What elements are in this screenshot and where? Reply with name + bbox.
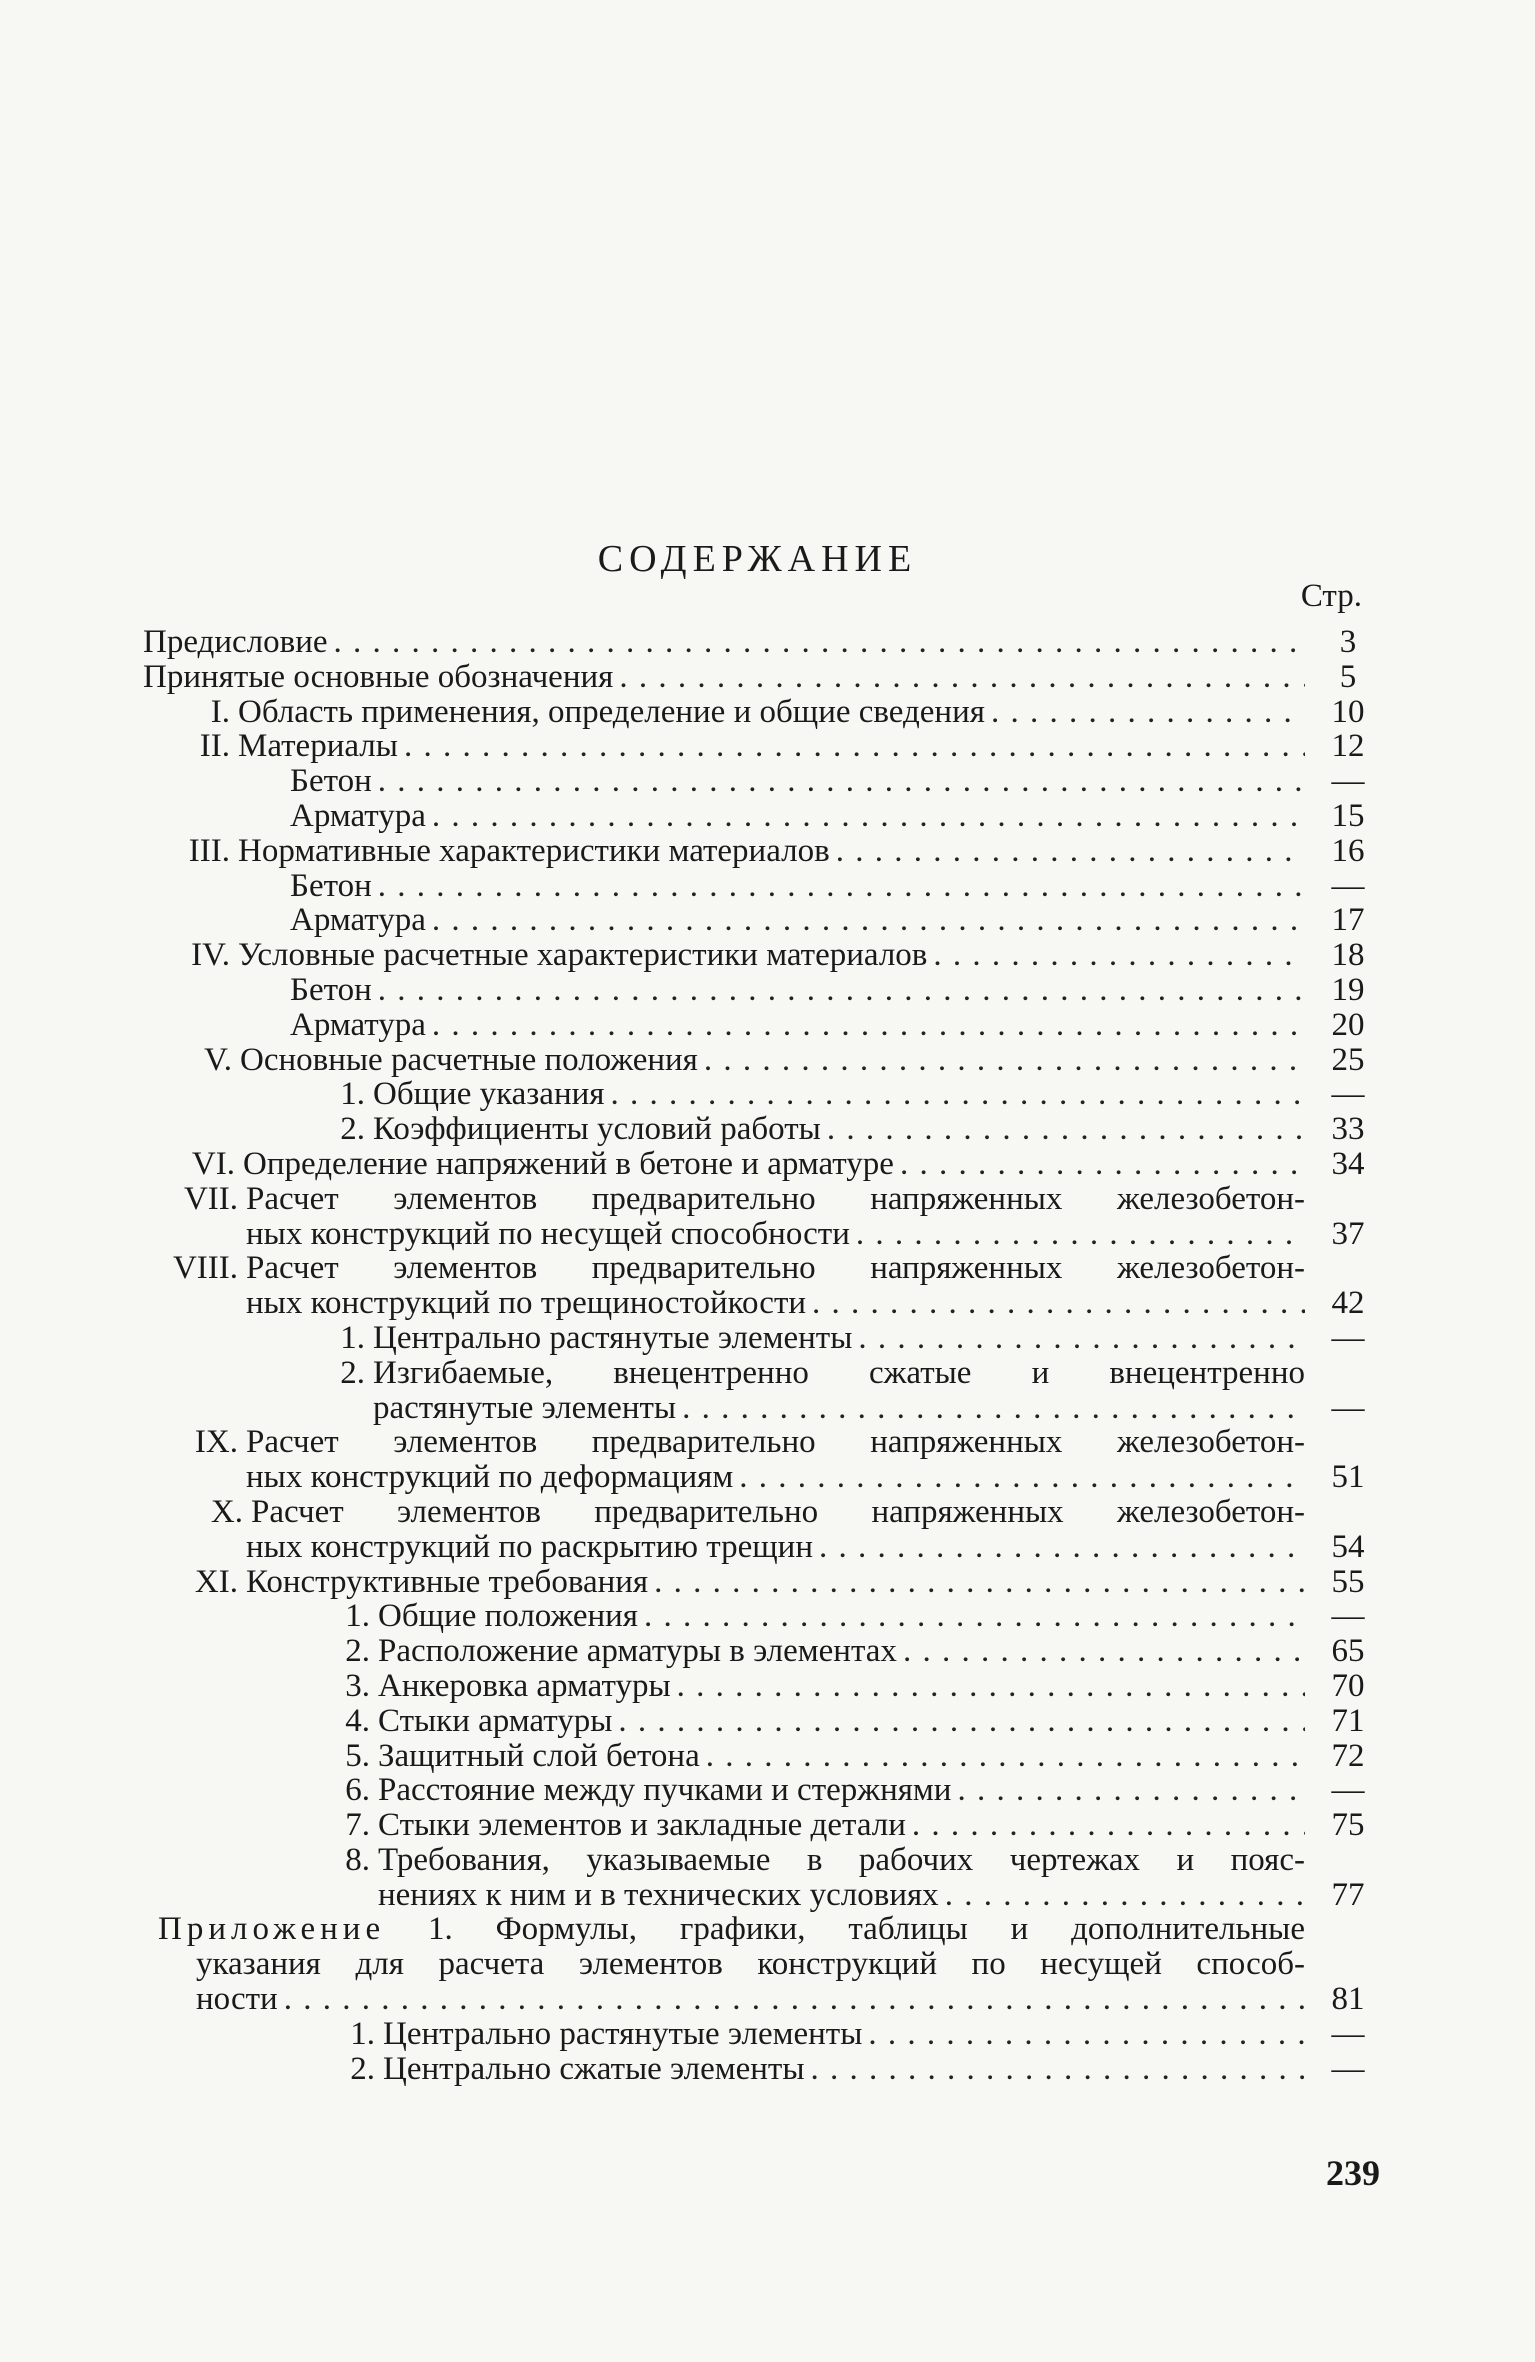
- toc-row-title: Материалы: [238, 729, 398, 765]
- toc-row: [0, 1147, 1535, 1182]
- toc-row-number: 3.: [345, 1667, 370, 1704]
- toc-row-body: [290, 799, 1305, 834]
- toc-row: [0, 1565, 1535, 1600]
- dot-leader: [426, 799, 1305, 834]
- toc-row-number: 8.: [345, 1841, 370, 1878]
- toc-row-page: —: [1331, 867, 1365, 904]
- dot-leader: [830, 834, 1305, 869]
- toc-row: [0, 1077, 1535, 1112]
- dot-leader: [613, 660, 1305, 695]
- toc-row-title: Расчет элементов предварительно напряженных железобетон-: [246, 1180, 1305, 1217]
- toc-row-page: 25: [1331, 1041, 1365, 1078]
- toc-row-body: [378, 1599, 1305, 1634]
- toc-row: [0, 1460, 1535, 1495]
- toc-row-body: [373, 1077, 1305, 1112]
- toc-row-body: [196, 1982, 1305, 2017]
- toc-row-title: Расчет элементов предварительно напряженных железобетон-: [246, 1250, 1305, 1287]
- toc-row: [0, 1008, 1535, 1043]
- toc-row-page: 3: [1339, 624, 1357, 660]
- toc-row-body: [246, 1530, 1305, 1565]
- toc-row-page: 81: [1331, 1981, 1365, 2018]
- dot-leader: [372, 764, 1305, 799]
- dot-leader: [426, 1008, 1305, 1043]
- toc-row-page: 10: [1331, 693, 1365, 730]
- toc-row-title: Предисловие: [143, 625, 328, 660]
- toc-row-number: 6.: [345, 1772, 370, 1809]
- dot-leader: [862, 2017, 1305, 2052]
- toc-row-body: [246, 1425, 1305, 1460]
- toc-row-title: Расчет элементов предварительно напряженных железобетон-: [251, 1493, 1305, 1530]
- toc-row-title: Защитный слой бетона: [378, 1738, 700, 1774]
- dot-leader: [927, 938, 1305, 973]
- toc-row-page: 17: [1331, 902, 1365, 939]
- toc-row-body: [383, 2052, 1305, 2087]
- toc-row-title: Расположение арматуры в элементах: [378, 1634, 897, 1669]
- toc-row-title: Определение напряжений в бетоне и арматуре: [243, 1146, 894, 1182]
- toc-row-number: 7.: [345, 1807, 370, 1844]
- dot-leader: [894, 1147, 1305, 1182]
- toc-row: [0, 729, 1535, 764]
- toc-row: [0, 1808, 1535, 1843]
- toc-row: [0, 938, 1535, 973]
- toc-row-title: Условные расчетные характеристики материалов: [238, 938, 928, 973]
- dot-leader: [821, 1112, 1305, 1147]
- toc-row-body: [238, 834, 1305, 869]
- toc-row-page: 12: [1331, 728, 1365, 765]
- toc-row: [0, 1495, 1535, 1530]
- toc-row-number: 1.: [350, 2015, 375, 2052]
- toc-row: [0, 1321, 1535, 1356]
- toc-row-body: [143, 625, 1305, 660]
- dot-leader: [278, 1982, 1305, 2017]
- dot-leader: [733, 1460, 1305, 1495]
- dot-leader: [328, 625, 1306, 660]
- toc-row-title: Бетон: [290, 868, 372, 904]
- toc-row-page: 20: [1331, 1006, 1365, 1043]
- toc-row-title: ных конструкций по деформациям: [246, 1460, 734, 1495]
- toc-row-body: [378, 1773, 1305, 1808]
- toc-row-number: VIII.: [172, 1250, 238, 1287]
- page-number: 239: [1326, 2153, 1380, 2193]
- toc-row-title: Принятые основные обозначения: [143, 659, 614, 695]
- toc-row-body: [240, 1043, 1305, 1078]
- toc-row-title: Основные расчетные положения: [240, 1042, 698, 1078]
- toc-row-title: Арматура: [290, 798, 426, 834]
- toc-row: [0, 764, 1535, 799]
- toc-row: [0, 1112, 1535, 1147]
- toc-row-number: VII.: [183, 1180, 238, 1217]
- toc-row-title: Изгибаемые, внецентренно сжатые и внецентренно: [373, 1354, 1305, 1391]
- toc-row-title: Центрально растянутые элементы: [383, 2016, 863, 2052]
- toc-row-number: IX.: [194, 1424, 238, 1461]
- toc-row-number: II.: [199, 728, 230, 765]
- toc-row-number: 2.: [345, 1633, 370, 1670]
- toc-row: [0, 1356, 1535, 1391]
- toc-row-title: Арматура: [290, 1007, 426, 1043]
- toc-row: [0, 1043, 1535, 1078]
- toc-row: [0, 1599, 1535, 1634]
- toc-row: [0, 869, 1535, 904]
- toc-row-title: Стыки арматуры: [378, 1703, 613, 1739]
- toc-row-body: [373, 1112, 1305, 1147]
- toc-row-body: [373, 1391, 1305, 1426]
- toc-row-page: 65: [1331, 1633, 1365, 1670]
- toc-row-page: 34: [1331, 1145, 1365, 1182]
- toc-row-number: 1.: [340, 1319, 365, 1356]
- toc-row-title: Арматура: [290, 903, 426, 939]
- toc-row: [0, 660, 1535, 695]
- dot-leader: [676, 1391, 1305, 1426]
- dot-leader: [671, 1669, 1305, 1704]
- toc-row-title: ных конструкций по раскрытию трещин: [246, 1529, 813, 1565]
- dot-leader: [897, 1634, 1305, 1669]
- toc-row-body: [246, 1217, 1305, 1252]
- toc-row-body: [238, 938, 1305, 973]
- toc-row-title: указания для расчета элементов конструкций по несущей способ-: [196, 1946, 1305, 1983]
- toc-row-body: [290, 1008, 1305, 1043]
- toc-row-page: 70: [1331, 1667, 1365, 1704]
- toc-row-body: [383, 2017, 1305, 2052]
- toc-row: [0, 1425, 1535, 1460]
- toc-row-page: 71: [1331, 1702, 1365, 1739]
- toc-row-body: [378, 1808, 1305, 1843]
- toc-row-page: 16: [1331, 832, 1365, 869]
- page-title: СОДЕРЖАНИЕ: [597, 538, 918, 580]
- table-of-contents: [0, 625, 1535, 2086]
- toc-row-number: 1.: [340, 1076, 365, 1113]
- toc-row-body: [246, 1565, 1305, 1600]
- toc-row: [0, 903, 1535, 938]
- toc-row: [0, 1912, 1535, 1947]
- toc-row: [0, 2052, 1535, 2087]
- toc-row-number: 5.: [345, 1737, 370, 1774]
- toc-row-title: Анкеровка арматуры: [378, 1668, 671, 1704]
- dot-leader: [612, 1704, 1305, 1739]
- toc-row-body: [378, 1739, 1305, 1774]
- toc-row-body: [378, 1669, 1305, 1704]
- appendix-word: Приложение: [158, 1911, 386, 1948]
- toc-row-body: [246, 1182, 1305, 1217]
- toc-row: [0, 1982, 1535, 2017]
- toc-row-page: —: [1331, 1598, 1365, 1635]
- dot-leader: [604, 1077, 1305, 1112]
- toc-row-title: Бетон: [290, 972, 372, 1008]
- toc-row-body: [378, 1634, 1305, 1669]
- dot-leader: [426, 903, 1305, 938]
- toc-row-body: [158, 1912, 1305, 1947]
- toc-row-title: Бетон: [290, 764, 372, 799]
- toc-row-number: I.: [210, 693, 230, 730]
- toc-row-page: 15: [1331, 797, 1365, 834]
- toc-row-body: [238, 695, 1305, 730]
- toc-row-page: —: [1331, 763, 1365, 800]
- toc-row-title: Коэффициенты условий работы: [373, 1112, 821, 1147]
- toc-row-body: [373, 1321, 1305, 1356]
- toc-row: [0, 834, 1535, 869]
- toc-row: [0, 1286, 1535, 1321]
- toc-row-title: ных конструкций по трещиностойкости: [246, 1286, 807, 1321]
- dot-leader: [638, 1599, 1305, 1634]
- toc-row-title: ных конструкций по несущей способности: [246, 1216, 850, 1252]
- toc-row-title: Расчет элементов предварительно напряженных железобетон-: [246, 1424, 1305, 1461]
- toc-row-body: [290, 764, 1305, 799]
- toc-row-body: [251, 1495, 1305, 1530]
- toc-row: [0, 625, 1535, 660]
- toc-row-body: [378, 1843, 1305, 1878]
- toc-row-number: 2.: [340, 1111, 365, 1148]
- toc-row: [0, 1878, 1535, 1913]
- dot-leader: [698, 1043, 1305, 1078]
- toc-row-body: [378, 1704, 1305, 1739]
- toc-row: [0, 1182, 1535, 1217]
- dot-leader: [700, 1739, 1305, 1774]
- toc-row-body: [243, 1147, 1305, 1182]
- toc-row-title: Область применения, определение и общие сведения: [238, 694, 985, 730]
- toc-row: [0, 1704, 1535, 1739]
- toc-row-title: нениях к ним и в технических условиях: [378, 1877, 939, 1913]
- toc-row-number: 2.: [340, 1354, 365, 1391]
- toc-row-page: 5: [1339, 658, 1357, 695]
- toc-row-page: 54: [1331, 1528, 1365, 1565]
- toc-row-body: [373, 1356, 1305, 1391]
- toc-row-title: Центрально растянутые элементы: [373, 1320, 853, 1356]
- toc-row: [0, 1947, 1535, 1982]
- dot-leader: [648, 1565, 1305, 1600]
- toc-row: [0, 1843, 1535, 1878]
- toc-row-page: 72: [1331, 1737, 1365, 1774]
- toc-row-title: Центрально сжатые элементы: [383, 2051, 805, 2087]
- toc-row: [0, 1634, 1535, 1669]
- toc-row-title: Стыки элементов и закладные детали: [378, 1808, 906, 1843]
- toc-row: [0, 695, 1535, 730]
- toc-row-page: 55: [1331, 1563, 1365, 1600]
- toc-row-page: 33: [1331, 1111, 1365, 1148]
- toc-row-page: 77: [1331, 1876, 1365, 1913]
- toc-row-title: Общие положения: [378, 1599, 638, 1635]
- dot-leader: [398, 729, 1305, 764]
- dot-leader: [951, 1773, 1305, 1808]
- toc-row-body: [290, 903, 1305, 938]
- toc-row-page: —: [1331, 1076, 1365, 1113]
- toc-row-body: [196, 1947, 1305, 1982]
- dot-leader: [805, 2052, 1305, 2087]
- toc-row-number: 2.: [350, 2050, 375, 2087]
- dot-leader: [806, 1286, 1305, 1321]
- dot-leader: [906, 1808, 1305, 1843]
- toc-row-number: 4.: [345, 1702, 370, 1739]
- toc-row-number: IV.: [191, 937, 230, 974]
- toc-row-page: 75: [1331, 1807, 1365, 1844]
- toc-row-number: X.: [210, 1493, 243, 1530]
- toc-row-body: [246, 1286, 1305, 1321]
- toc-row: [0, 973, 1535, 1008]
- toc-row-number: V.: [204, 1041, 232, 1078]
- toc-row-page: —: [1331, 1772, 1365, 1809]
- dot-leader: [372, 973, 1305, 1008]
- toc-row-number: 1.: [345, 1598, 370, 1635]
- toc-row-number: VI.: [191, 1145, 235, 1182]
- toc-row: [0, 1217, 1535, 1252]
- toc-row-number: XI.: [194, 1563, 238, 1600]
- toc-row-page: —: [1331, 2015, 1365, 2052]
- toc-row: [0, 1391, 1535, 1426]
- toc-row: [0, 1530, 1535, 1565]
- toc-row-number: III.: [188, 832, 230, 869]
- dot-leader: [939, 1878, 1305, 1913]
- toc-row-page: 19: [1331, 971, 1365, 1008]
- dot-leader: [813, 1530, 1305, 1565]
- toc-row: [0, 1669, 1535, 1704]
- toc-row-page: 51: [1331, 1459, 1365, 1496]
- page-column-label: Стр.: [1300, 578, 1362, 614]
- toc-row: [0, 1739, 1535, 1774]
- toc-row-title: Общие указания: [373, 1077, 605, 1113]
- dot-leader: [985, 695, 1305, 730]
- toc-row-title: ности: [196, 1982, 278, 2017]
- toc-row: [0, 1251, 1535, 1286]
- toc-row: [0, 799, 1535, 834]
- toc-row-title: Конструктивные требования: [246, 1564, 649, 1600]
- toc-row-page: 18: [1331, 937, 1365, 974]
- toc-row-title: 1. Формулы, графики, таблицы и дополнительные: [385, 1911, 1305, 1948]
- toc-row-page: 37: [1331, 1215, 1365, 1252]
- dot-leader: [850, 1217, 1305, 1252]
- toc-row-title: Расстояние между пучками и стержнями: [378, 1773, 952, 1809]
- dot-leader: [852, 1321, 1305, 1356]
- toc-row-page: —: [1331, 1389, 1365, 1426]
- toc-row-body: [143, 660, 1305, 695]
- toc-row: [0, 1773, 1535, 1808]
- toc-row-body: [246, 1251, 1305, 1286]
- dot-leader: [372, 869, 1305, 904]
- toc-row-body: [246, 1460, 1305, 1495]
- toc-row-body: [238, 729, 1305, 764]
- toc-row-page: 42: [1331, 1285, 1365, 1322]
- toc-row: [0, 2017, 1535, 2052]
- toc-row-body: [290, 973, 1305, 1008]
- toc-row-page: —: [1331, 2050, 1365, 2087]
- toc-row-title: Нормативные характеристики материалов: [238, 833, 830, 869]
- toc-row-title: Требования, указываемые в рабочих чертежах и пояс-: [378, 1841, 1305, 1878]
- toc-row-page: —: [1331, 1319, 1365, 1356]
- toc-row-body: [378, 1878, 1305, 1913]
- toc-row-body: [290, 869, 1305, 904]
- toc-row-title: растянутые элементы: [373, 1390, 677, 1426]
